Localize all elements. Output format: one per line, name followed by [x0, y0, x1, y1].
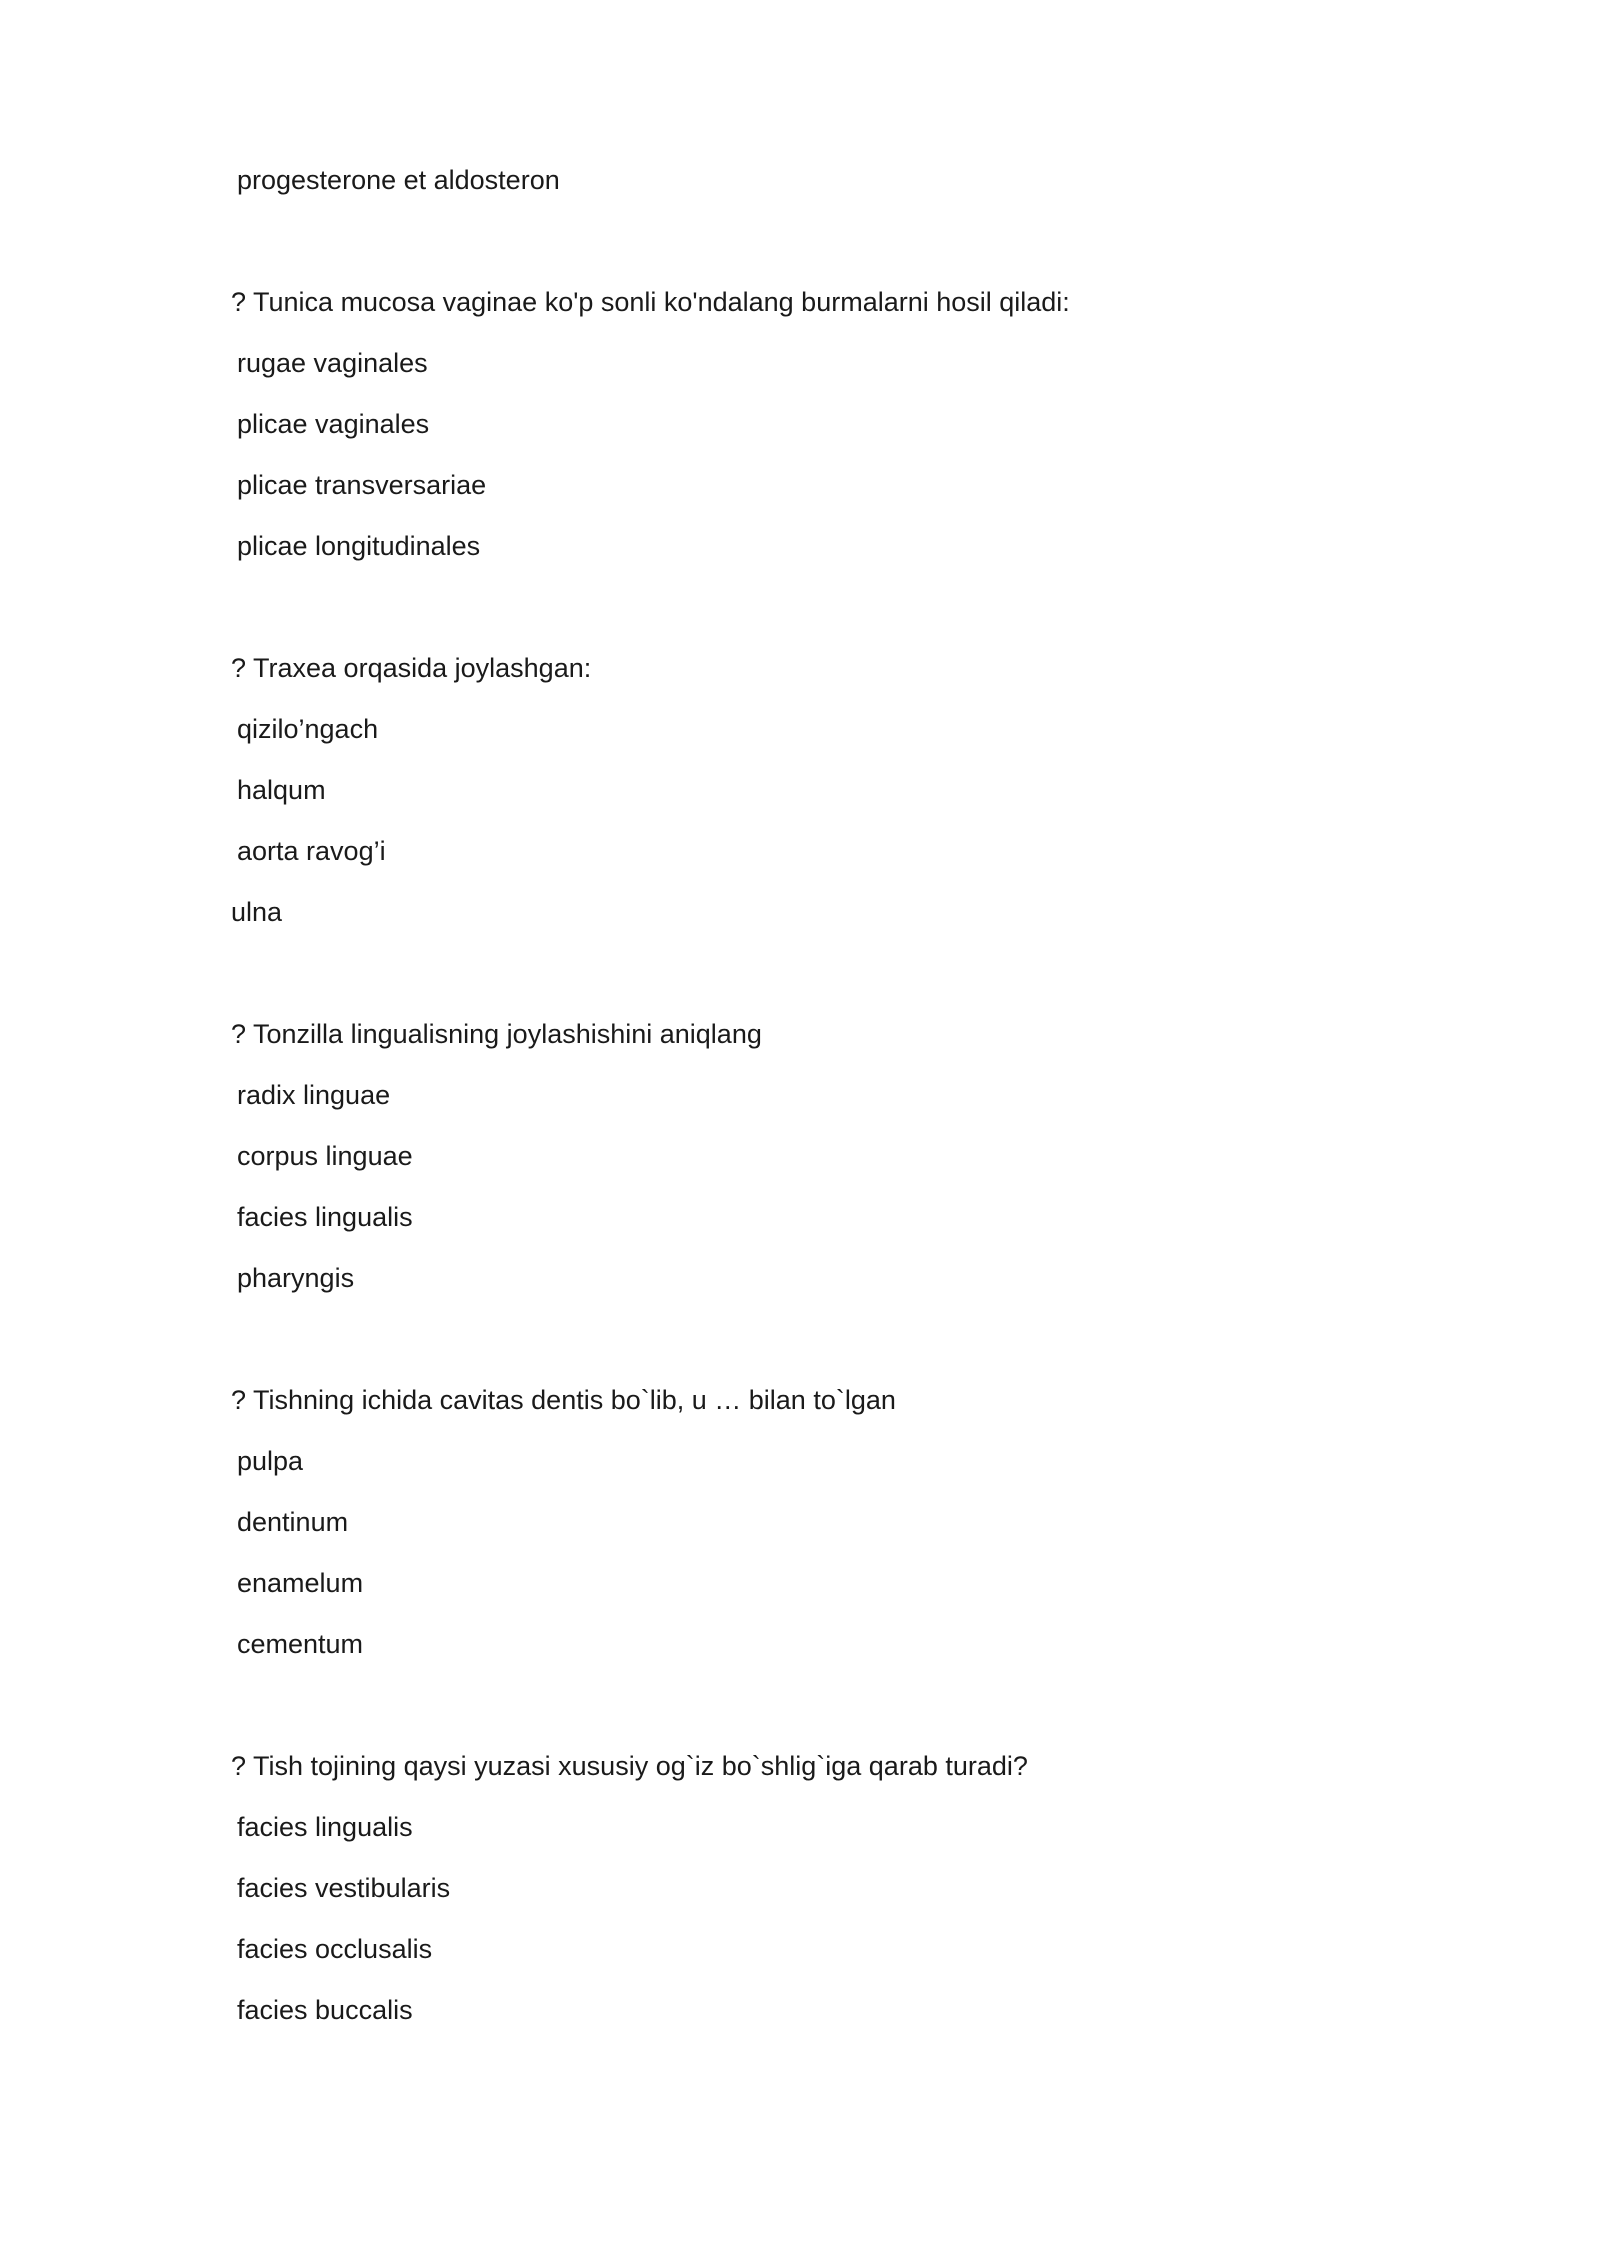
spacer [231, 1309, 1431, 1370]
answer-option: enamelum [237, 1568, 364, 1598]
spacer [231, 1675, 1431, 1736]
answer-option: facies lingualis [237, 1812, 413, 1842]
question-text: ? Tish tojining qaysi yuzasi xususiy og`iz bo`shlig`iga qarab turadi? [231, 1751, 1028, 1781]
answer-option: cementum [237, 1629, 364, 1659]
question-text: ? Tishning ichida cavitas dentis bo`lib, u … bilan to`lgan [231, 1385, 896, 1415]
question-block-4 [231, 1370, 1431, 1675]
answer-option: facies lingualis [237, 1202, 413, 1232]
answer-option: radix linguae [237, 1080, 391, 1110]
intro-answer: progesterone et aldosteron [237, 165, 560, 195]
spacer [231, 577, 1431, 638]
answer-option: pulpa [237, 1446, 304, 1476]
answer-option: aorta ravog’i [237, 836, 386, 866]
spacer [231, 943, 1431, 1004]
question-text: ? Tunica mucosa vaginae ko'p sonli ko'ndalang burmalarni hosil qiladi: [231, 287, 1070, 317]
question-block-1 [231, 272, 1431, 577]
answer-option: corpus linguae [237, 1141, 413, 1171]
answer-option: pharyngis [237, 1263, 355, 1293]
question-block-3 [231, 1004, 1431, 1309]
answer-option: facies occlusalis [237, 1934, 433, 1964]
answer-option: dentinum [237, 1507, 349, 1537]
question-block-5 [231, 1736, 1431, 2041]
answer-option: ulna [231, 897, 283, 927]
question-block-2 [231, 638, 1431, 943]
answer-option: plicae longitudinales [237, 531, 481, 561]
answer-option: facies vestibularis [237, 1873, 451, 1903]
answer-option: qizilo’ngach [237, 714, 379, 744]
answer-option: facies buccalis [237, 1995, 413, 2025]
document-content [231, 150, 1431, 2041]
spacer [231, 211, 1431, 272]
answer-option: halqum [237, 775, 326, 805]
answer-option: rugae vaginales [237, 348, 428, 378]
answer-option: plicae vaginales [237, 409, 430, 439]
question-text: ? Traxea orqasida joylashgan: [231, 653, 592, 683]
answer-option: plicae transversariae [237, 470, 487, 500]
question-text: ? Tonzilla lingualisning joylashishini aniqlang [231, 1019, 762, 1049]
